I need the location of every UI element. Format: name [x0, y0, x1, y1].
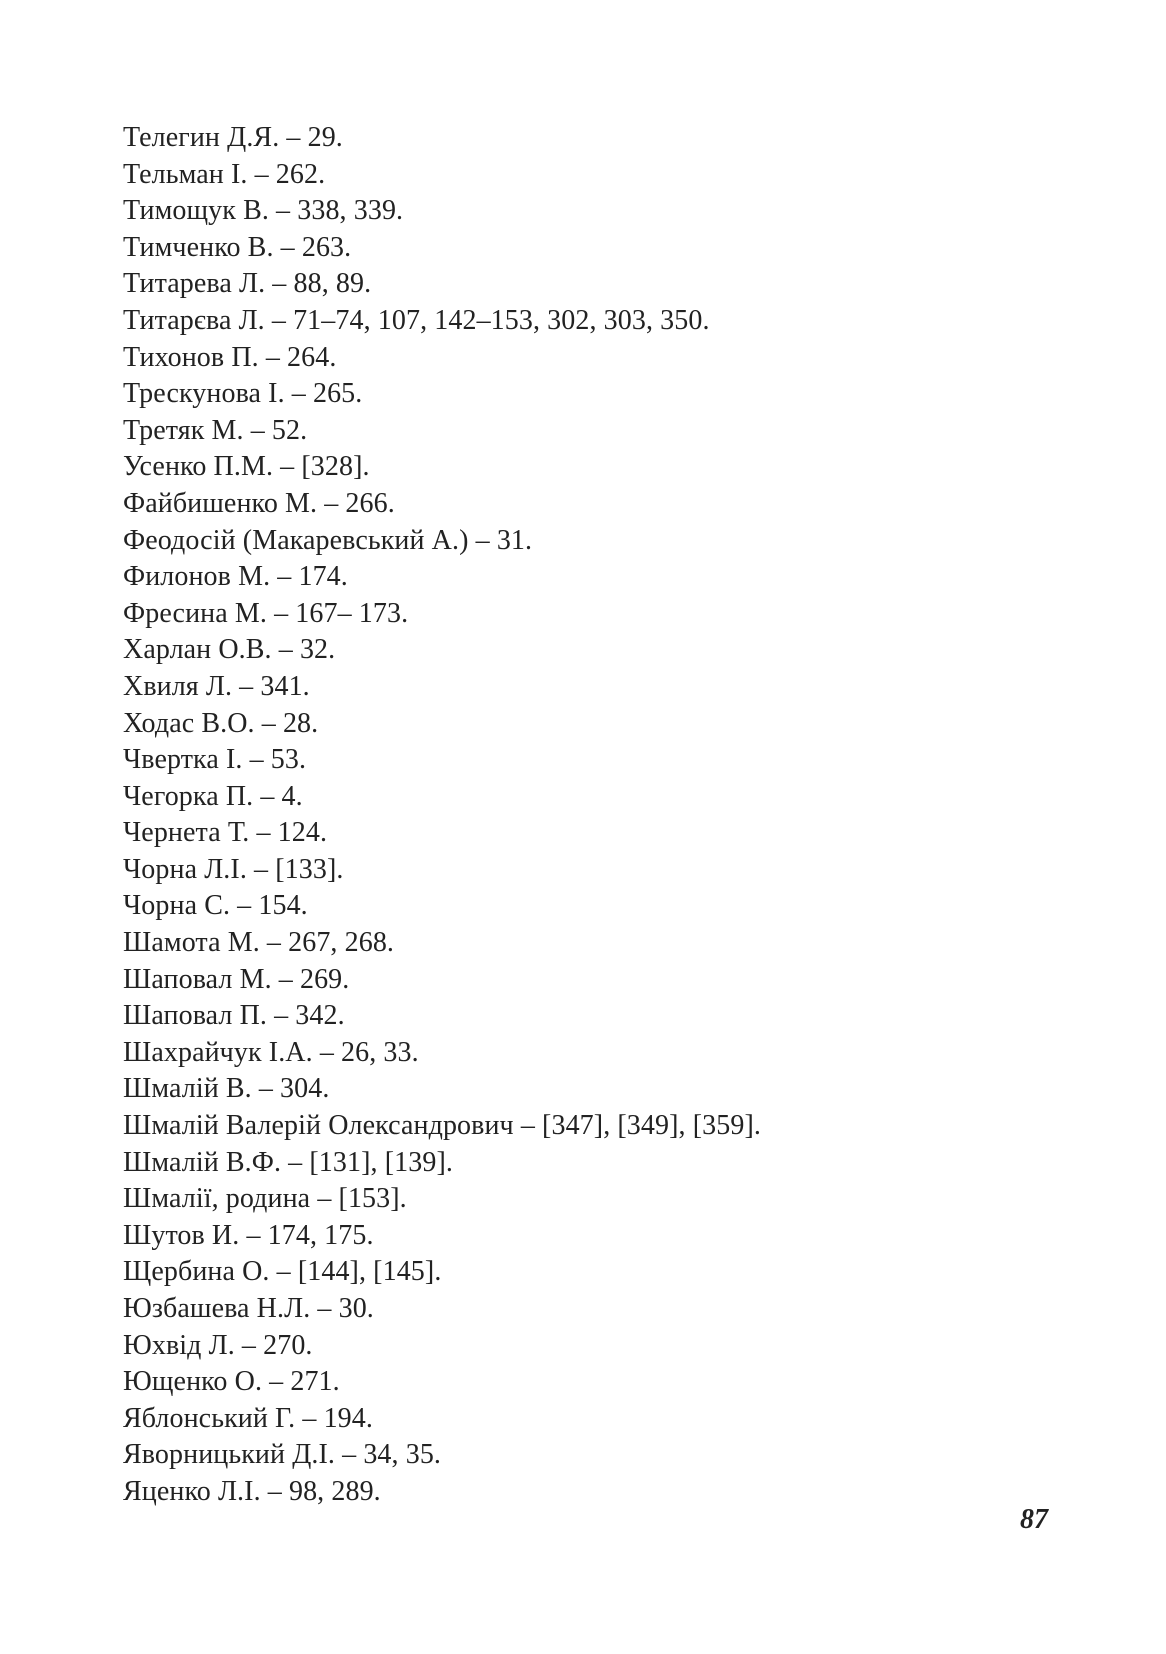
index-entry: Ющенко О. – 271. [123, 1366, 340, 1398]
index-entry: Телегин Д.Я. – 29. [123, 122, 343, 153]
index-entry: Титарєва Л. – 71–74, 107, 142–153, 302, 303, 350. [123, 304, 710, 336]
index-entry: Филонов М. – 174. [123, 561, 348, 593]
index-entry: Тимощук В. – 338, 339. [123, 195, 404, 227]
index-entry: Тимченко В. – 263. [123, 231, 352, 263]
index-entry: Хвиля Л. – 341. [123, 670, 310, 702]
index-entry: Шаповал М. – 269. [123, 963, 350, 995]
name-index-list [123, 120, 761, 1511]
index-entry: Тихонов П. – 264. [123, 341, 337, 373]
index-entry: Яблонський Г. – 194. [123, 1402, 373, 1434]
index-entry: Ходас В.О. – 28. [123, 707, 319, 739]
index-entry: Феодосій (Макаревський А.) – 31. [123, 524, 533, 556]
index-entry: Чернета Т. – 124. [123, 817, 328, 849]
index-entry: Чорна Л.І. – [133]. [123, 853, 344, 885]
index-entry: Третяк М. – 52. [123, 414, 308, 446]
index-entry: Яворницький Д.І. – 34, 35. [123, 1439, 442, 1471]
index-entry: Трескунова І. – 265. [123, 378, 363, 410]
index-entry: Юхвід Л. – 270. [123, 1329, 313, 1361]
index-entry: Файбишенко М. – 266. [123, 487, 395, 519]
index-entry: Шахрайчук І.А. – 26, 33. [123, 1036, 419, 1068]
page-number: 87 [1020, 1504, 1048, 1535]
index-entry: Шмалій В. – 304. [123, 1073, 330, 1105]
index-entry: Тельман І. – 262. [123, 158, 326, 190]
index-entry: Чегорка П. – 4. [123, 780, 303, 812]
index-entry: Титарева Л. – 88, 89. [123, 268, 372, 300]
index-entry: Щербина О. – [144], [145]. [123, 1256, 442, 1288]
index-entry: Шамота М. – 267, 268. [123, 927, 395, 959]
index-entry: Чорна С. – 154. [123, 890, 308, 922]
index-entry: Чвертка І. – 53. [123, 744, 307, 776]
index-entry: Шмалій Валерій Олександрович – [347], [349], [359]. [123, 1110, 761, 1142]
index-entry: Шмалії, родина – [153]. [123, 1183, 407, 1215]
index-entry: Шаповал П. – 342. [123, 1000, 345, 1032]
index-entry: Фресина М. – 167– 173. [123, 597, 409, 629]
index-entry: Юзбашева Н.Л. – 30. [123, 1293, 374, 1324]
index-entry: Усенко П.М. – [328]. [123, 451, 370, 483]
index-entry: Шмалій В.Ф. – [131], [139]. [123, 1146, 453, 1178]
index-entry: Шутов И. – 174, 175. [123, 1219, 374, 1251]
index-entry: Яценко Л.І. – 98, 289. [123, 1475, 381, 1507]
index-entry: Харлан О.В. – 32. [123, 634, 336, 666]
